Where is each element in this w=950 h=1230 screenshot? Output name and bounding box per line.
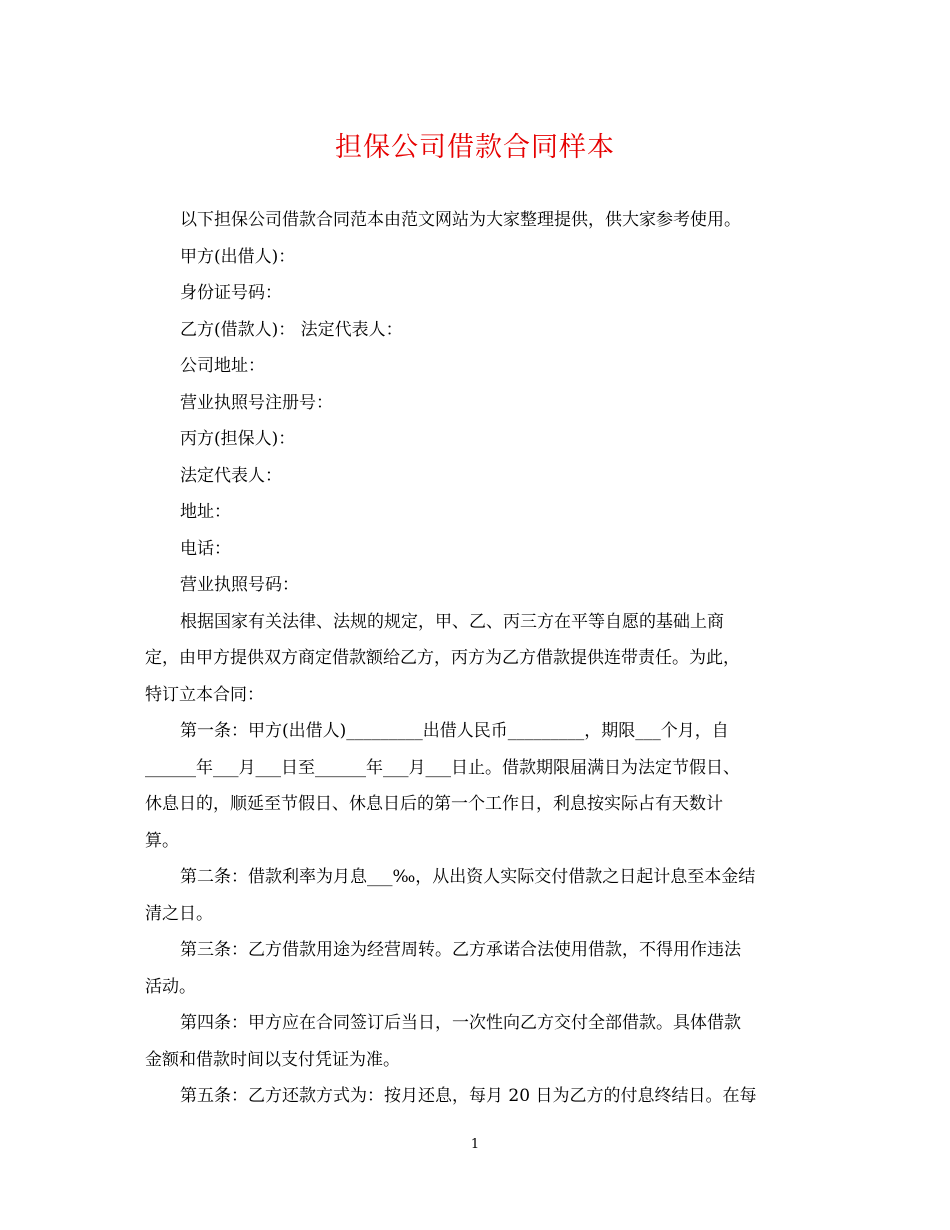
document-title: 担保公司借款合同样本	[335, 132, 615, 163]
party-c-guarantor: 丙方(担保人)：	[180, 429, 296, 449]
telephone: 电话：	[180, 539, 231, 559]
article-5-line-1: 第五条：乙方还款方式为：按月还息，每月 20 日为乙方的付息终结日。在每	[180, 1086, 757, 1106]
business-license-registration: 营业执照号注册号：	[180, 393, 333, 413]
business-license-number: 营业执照号码：	[180, 575, 299, 595]
party-b-borrower: 乙方(借款人)： 法定代表人：	[180, 320, 403, 340]
legal-representative: 法定代表人：	[180, 466, 282, 486]
article-2-line-2: 清之日。	[145, 904, 213, 924]
preamble-line-2: 定，由甲方提供双方商定借款额给乙方，丙方为乙方借款提供连带责任。为此，	[145, 648, 740, 668]
article-3-line-1: 第三条：乙方借款用途为经营周转。乙方承诺合法使用借款，不得用作违法	[180, 940, 741, 960]
page-number: 1	[470, 1137, 480, 1152]
preamble-line-1: 根据国家有关法律、法规的规定，甲、乙、丙三方在平等自愿的基础上商	[180, 612, 724, 632]
intro-line: 以下担保公司借款合同范本由范文网站为大家整理提供，供大家参考使用。	[180, 210, 741, 230]
article-1-line-1: 第一条：甲方(出借人)_________出借人民币_________，期限___个月，自	[180, 721, 729, 741]
article-4-line-2: 金额和借款时间以支付凭证为准。	[145, 1050, 400, 1070]
preamble-line-3: 特订立本合同：	[145, 685, 264, 705]
party-a-lender: 甲方(出借人)：	[180, 247, 296, 267]
article-2-line-1: 第二条：借款利率为月息___‰，从出资人实际交付借款之日起计息至本金结	[180, 867, 756, 887]
id-number: 身份证号码：	[180, 283, 282, 303]
address: 地址：	[180, 502, 231, 522]
article-3-line-2: 活动。	[145, 977, 196, 997]
article-1-line-2: ______年___月___日至______年___月___日止。借款期限届满日为法定节假日、	[145, 758, 740, 778]
article-1-line-3: 休息日的，顺延至节假日、休息日后的第一个工作日，利息按实际占有天数计	[145, 794, 723, 814]
article-1-line-4: 算。	[145, 831, 179, 851]
article-4-line-1: 第四条：甲方应在合同签订后当日，一次性向乙方交付全部借款。具体借款	[180, 1013, 741, 1033]
company-address: 公司地址：	[180, 356, 265, 376]
